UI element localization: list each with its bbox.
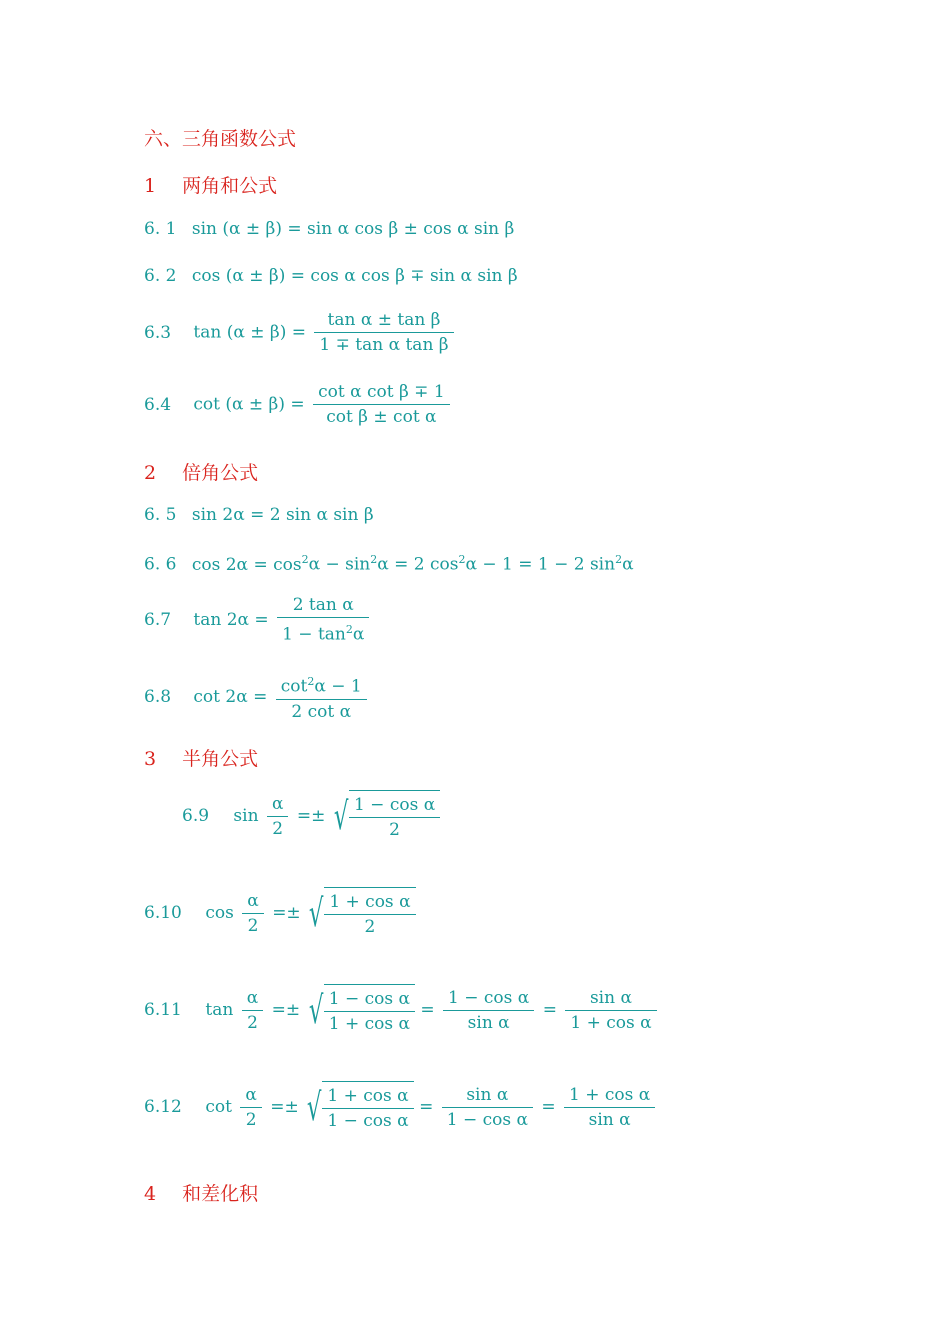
denominator: 2 (389, 820, 400, 840)
numerator: 1 − cos α (324, 987, 415, 1012)
radicand (324, 887, 415, 939)
denominator: 2 (247, 915, 259, 936)
fraction (324, 987, 415, 1036)
radical-sign: √ (307, 1085, 322, 1129)
numerator: 1 + cos α (324, 890, 415, 915)
function-name: sin (233, 806, 259, 826)
formula-number: 6.3 (144, 322, 172, 343)
section-heading-4 (144, 1179, 258, 1206)
function-name: cot (205, 1097, 232, 1117)
equals-sign: = (542, 1000, 557, 1020)
formula-6-3 (144, 308, 457, 357)
section-label: 和差化积 (182, 1183, 259, 1205)
half-angle-fraction (242, 889, 263, 938)
radical-sign: √ (308, 891, 324, 935)
fraction (314, 308, 453, 357)
denominator: 1 ∓ tan α tan β (319, 335, 449, 355)
square-root (306, 984, 415, 1036)
denominator: sin α (467, 1012, 510, 1033)
exponent: 2 (458, 553, 466, 566)
numerator: α (240, 1083, 261, 1108)
fraction (349, 793, 440, 842)
formula-number: 6. 2 (144, 266, 177, 286)
half-angle-fraction (240, 1083, 261, 1132)
half-angle-fraction (267, 792, 288, 841)
plus-minus: =± (270, 1097, 299, 1117)
formula-part: α − 1 = 1 − 2 sin (465, 554, 616, 575)
denominator: 2 (247, 1012, 258, 1033)
section-number: 1 (144, 175, 157, 197)
formula-number: 6. 1 (144, 219, 177, 239)
denominator: 2 cot α (291, 701, 352, 722)
formula-number: 6.11 (144, 1000, 182, 1020)
exponent: 2 (345, 623, 353, 636)
denominator-part: 1 − tan (282, 624, 346, 645)
fraction (564, 1083, 655, 1132)
square-root (304, 1081, 413, 1133)
radicand (349, 790, 440, 842)
fraction (322, 1084, 413, 1133)
formula-lhs: cot (α ± β) = (193, 394, 305, 415)
denominator-part: α (352, 624, 365, 645)
formula-number: 6.8 (144, 686, 172, 707)
numerator: 1 − cos α (443, 986, 534, 1011)
denominator: 1 + cos α (570, 1012, 652, 1033)
radical-sign: √ (333, 794, 349, 838)
radical-sign: √ (308, 988, 323, 1032)
formula-number: 6.9 (182, 806, 210, 826)
numerator: α (267, 792, 288, 817)
function-name: cos (205, 903, 234, 923)
formula-text: sin (α ± β) = sin α cos β ± cos α sin β (191, 219, 515, 239)
exponent: 2 (615, 553, 623, 566)
fraction (313, 380, 450, 429)
fraction (442, 1083, 533, 1132)
function-name: tan (205, 1000, 234, 1020)
formula-part: α = 2 cos (377, 554, 459, 575)
numerator: tan α ± tan β (314, 308, 453, 333)
section-label: 倍角公式 (182, 462, 259, 484)
section-heading-3 (144, 744, 258, 771)
section-heading-1 (144, 171, 277, 198)
numerator: cot α cot β ∓ 1 (313, 380, 450, 405)
page-title: 六、三角函数公式 (144, 128, 297, 150)
denominator: 2 (272, 818, 284, 839)
formula-number: 6.7 (144, 609, 172, 630)
numerator: α (242, 889, 263, 914)
formula-6-10 (144, 887, 416, 939)
formula-text: sin 2α = 2 sin α sin β (191, 505, 374, 525)
formula-6-7 (144, 593, 372, 647)
section-label: 两角和公式 (182, 175, 278, 197)
formula-6-9 (182, 790, 440, 842)
numerator: 1 + cos α (564, 1083, 655, 1108)
denominator: 1 − cos α (446, 1109, 528, 1130)
fraction (324, 890, 415, 939)
formula-6-11 (144, 984, 660, 1036)
formula-6-8 (144, 670, 370, 724)
formula-6-12 (144, 1081, 658, 1133)
numerator-part: α − 1 (314, 676, 362, 697)
formula-6-4 (144, 380, 453, 429)
denominator: sin α (588, 1109, 631, 1130)
numerator (276, 670, 367, 700)
numerator: sin α (565, 986, 656, 1011)
equals-sign: = (420, 1000, 435, 1020)
formula-number: 6. 6 (144, 554, 177, 575)
formula-lhs: cot 2α = (193, 686, 268, 707)
formula-6-6 (144, 553, 634, 575)
radicand (322, 1081, 413, 1133)
numerator: 2 tan α (277, 593, 369, 618)
formula-6-5 (144, 505, 374, 525)
denominator: 1 − cos α (327, 1111, 409, 1131)
fraction (277, 593, 369, 647)
equals-sign: = (419, 1097, 434, 1117)
numerator: 1 − cos α (349, 793, 440, 818)
formula-number: 6.10 (144, 903, 182, 923)
plus-minus: =± (296, 806, 326, 826)
formula-part: α − sin (308, 554, 371, 575)
fraction (276, 670, 367, 724)
square-root (331, 790, 440, 842)
formula-6-1 (144, 219, 514, 239)
numerator: α (242, 986, 263, 1011)
section-number: 2 (144, 462, 157, 484)
square-root (306, 887, 415, 939)
denominator: 2 (245, 1109, 257, 1130)
numerator: sin α (442, 1083, 533, 1108)
formula-6-2 (144, 266, 518, 286)
formula-lhs: tan (α ± β) = (193, 322, 306, 343)
denominator: cot β ± cot α (326, 407, 437, 427)
denominator: 2 (364, 917, 376, 937)
plus-minus: =± (271, 1000, 301, 1020)
formula-part: α (622, 554, 634, 575)
formula-number: 6. 5 (144, 505, 177, 525)
exponent: 2 (301, 553, 309, 566)
plus-minus: =± (272, 903, 301, 923)
exponent: 2 (307, 675, 315, 688)
equals-sign: = (541, 1097, 556, 1117)
fraction (565, 986, 656, 1035)
numerator: 1 + cos α (322, 1084, 413, 1109)
formula-lhs: tan 2α = (193, 609, 269, 630)
half-angle-fraction (242, 986, 263, 1035)
fraction (443, 986, 534, 1035)
denominator (277, 618, 369, 647)
section-heading-2 (144, 458, 258, 485)
section-number: 3 (144, 748, 157, 770)
formula-number: 6.4 (144, 394, 172, 415)
formula-part: cos 2α = cos (191, 554, 302, 575)
radicand (324, 984, 415, 1036)
section-number: 4 (144, 1183, 157, 1205)
section-label: 半角公式 (182, 748, 259, 770)
numerator-part: cot (280, 676, 308, 697)
denominator: 1 + cos α (328, 1014, 410, 1034)
formula-number: 6.12 (144, 1097, 182, 1117)
formula-text: cos (α ± β) = cos α cos β ∓ sin α sin β (191, 266, 518, 286)
exponent: 2 (370, 553, 378, 566)
